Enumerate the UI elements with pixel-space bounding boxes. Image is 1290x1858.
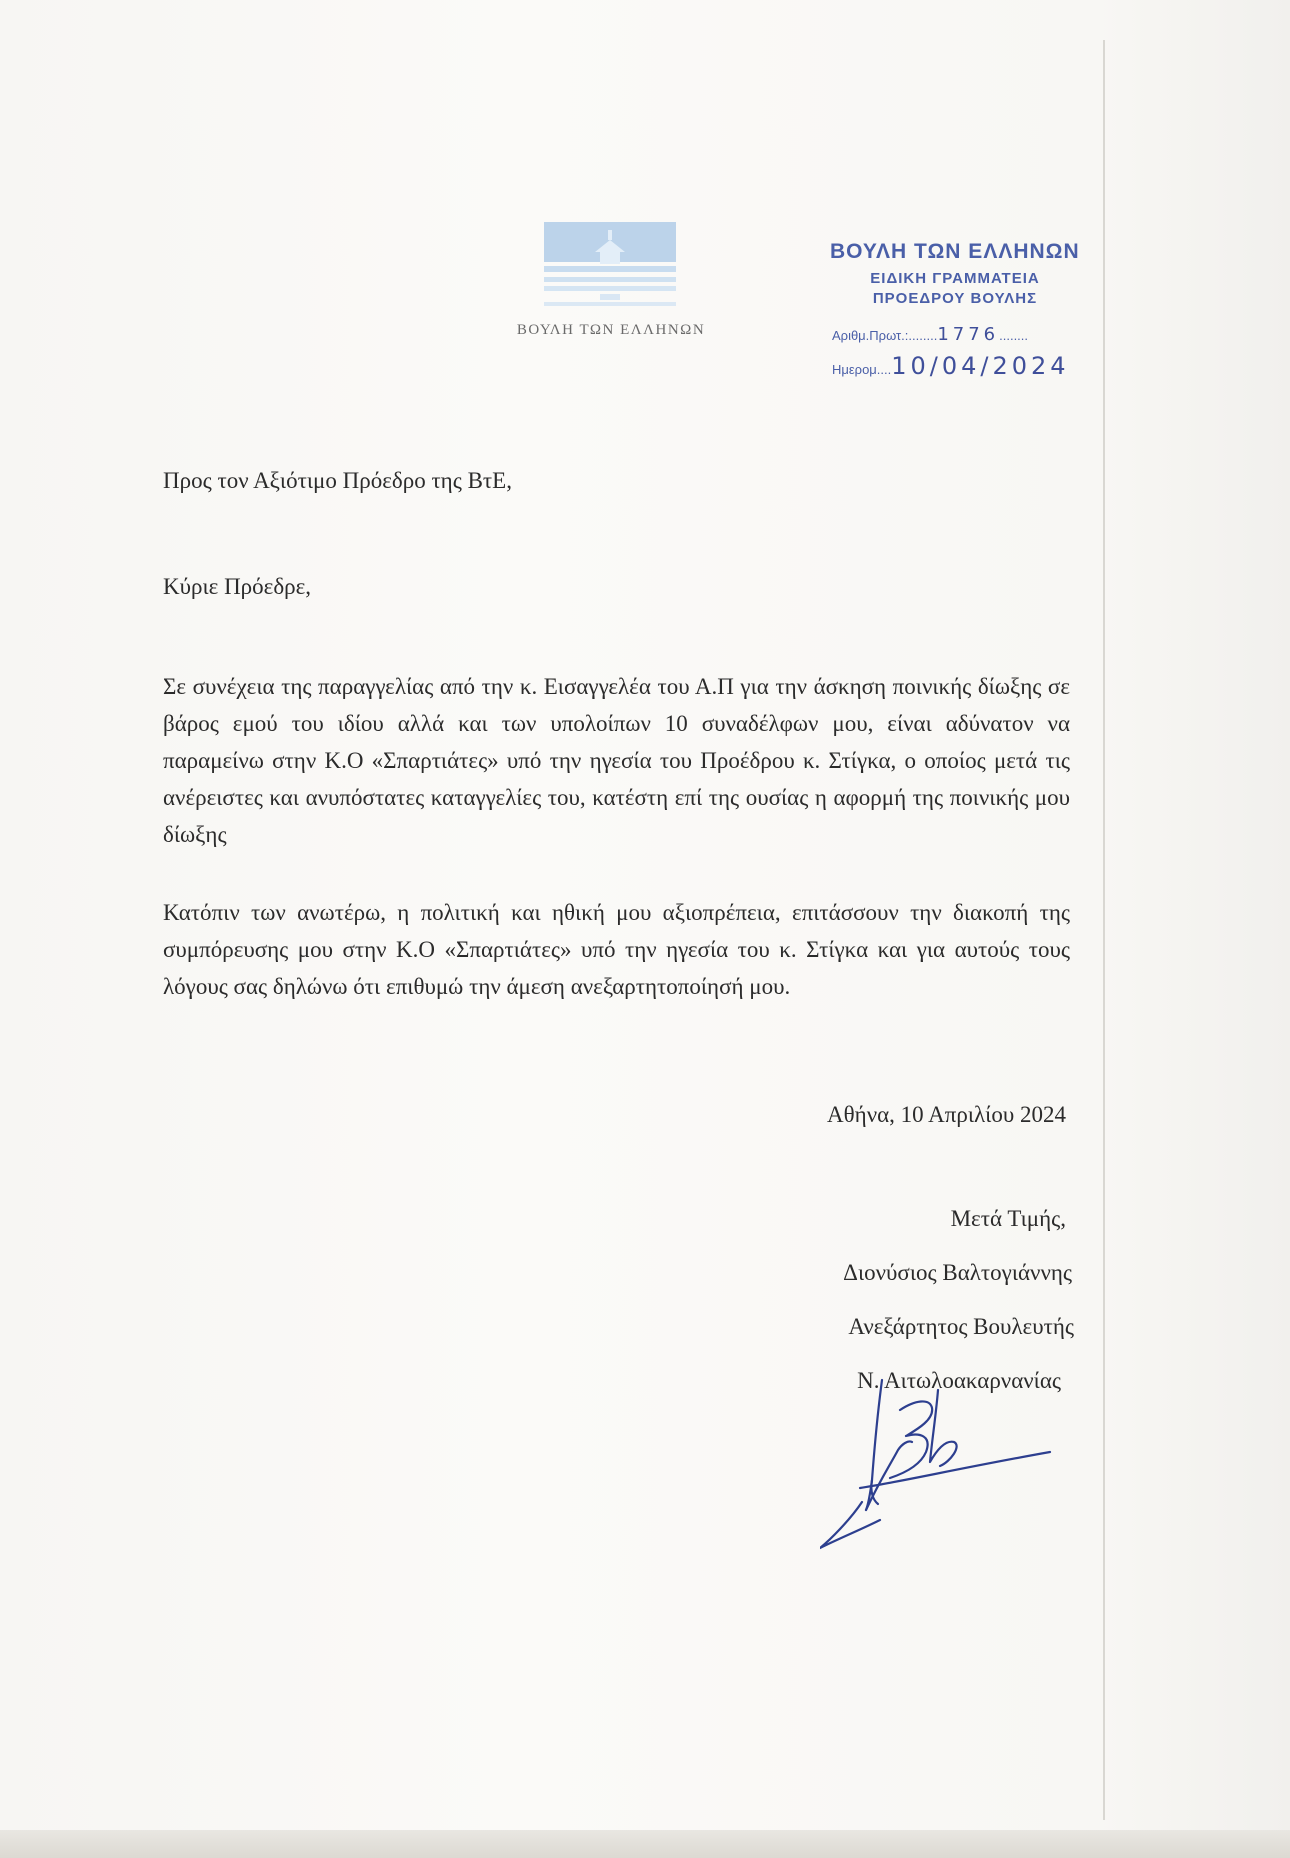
- stamp-date-label: Ημερομ.: [832, 362, 881, 377]
- stamp-date-value: 10/04/2024: [891, 352, 1070, 380]
- body-paragraph-1: Σε συνέχεια της παραγγελίας από την κ. Εισαγγελέα του Α.Π για την άσκηση ποινικής δίωξης σε βάρος εμού του ιδίου αλλά και των υπολοίπων 10 συναδέλφων μου, είναι αδύνατον να παραμείνω στην Κ.Ο «Σπαρτιάτες» υπό την ηγεσία του Προέδρου κ. Στίγκα, ο οποίος μετά τις ανέρειστες και ανυπόστατες καταγγελίες του, κατέστη επί της ουσίας η αφορμή της ποινικής μου δίωξης: [163, 674, 1070, 847]
- stamp-subtitle-1: ΕΙΔΙΚΗ ΓΡΑΜΜΑΤΕΙΑ: [870, 270, 1040, 287]
- stamp-protocol-row: Αριθμ.Πρωτ.:........1776........: [832, 324, 1029, 345]
- stamp-protocol-value: 1776: [937, 324, 1000, 345]
- crest-caption: ΒΟΥΛΗ ΤΩΝ ΕΛΛΗΝΩΝ: [516, 322, 706, 338]
- closing-line: Μετά Τιμής,: [950, 1206, 1066, 1231]
- salutation-line: Κύριε Πρόεδρε,: [163, 574, 312, 599]
- stamp-title: ΒΟΥΛΗ ΤΩΝ ΕΛΛΗΝΩΝ: [830, 240, 1080, 263]
- signer-constituency: Ν. Αιτωλοακαρνανίας: [857, 1368, 1061, 1393]
- paper-edge: [1103, 40, 1105, 1820]
- body-paragraph-2: Κατόπιν των ανωτέρω, η πολιτική και ηθική μου αξιοπρέπεια, επιτάσσουν την διακοπή της συμπόρευσης μου στην Κ.Ο «Σπαρτιάτες» υπό την ηγεσία του κ. Στίγκα και για αυτούς τους λόγους σας δηλώνω ότι επιθυμώ την άμεση ανεξαρτητοποίησή μου.: [163, 900, 1070, 999]
- stamp-protocol-label: Αριθμ.Πρωτ.:: [832, 328, 909, 343]
- signer-name: Διονύσιος Βαλτογιάννης: [843, 1260, 1072, 1285]
- stamp-date-row: Ημερομ....10/04/2024: [832, 352, 1070, 380]
- addressee-line: Προς τον Αξιότιμο Πρόεδρο της ΒτΕ,: [163, 468, 512, 493]
- signer-title: Ανεξάρτητος Βουλευτής: [848, 1314, 1074, 1339]
- place-date-line: Αθήνα, 10 Απριλίου 2024: [827, 1102, 1066, 1127]
- parliament-crest-icon: [540, 222, 680, 314]
- handwritten-signature: [820, 1370, 1060, 1555]
- stamp-subtitle-2: ΠΡΟΕΔΡΟΥ ΒΟΥΛΗΣ: [872, 290, 1038, 307]
- bottom-edge: [0, 1830, 1290, 1858]
